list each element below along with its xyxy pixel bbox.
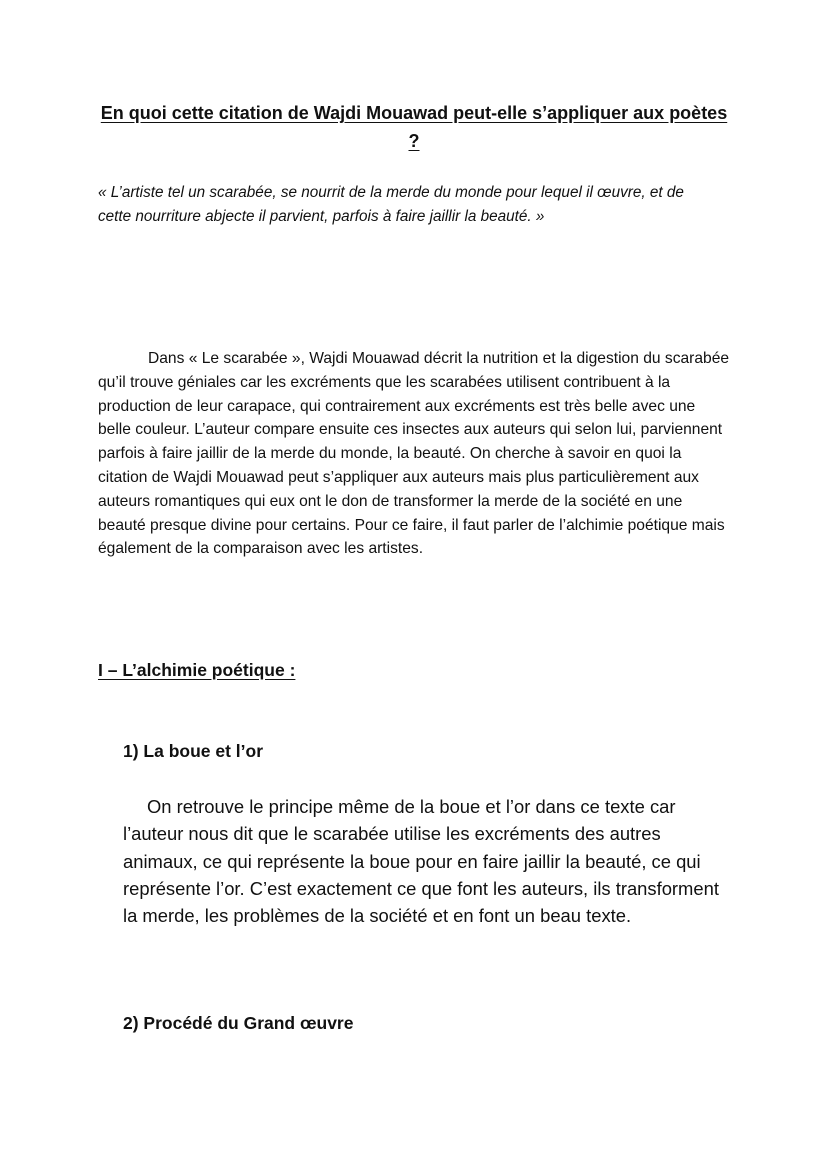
subsection-body-boue-or: On retrouve le principe même de la boue et l’or dans ce texte car l’auteur nous dit que le scarabée utilise les excréments des autres animaux, ce qui représente la boue pour en faire jaillir la beauté, ce qui représente l’or. C’est exactement ce que font les auteurs, ils transforment la merde, les problèmes de la société et en font un beau texte.	[123, 796, 719, 927]
document-title: En quoi cette citation de Wajdi Mouawad peut-elle s’appliquer aux poètes ?	[100, 103, 728, 151]
subsection-heading-grand-oeuvre: 2) Procédé du Grand œuvre	[123, 1013, 354, 1033]
subsection-heading-boue-or: 1) La boue et l’or	[123, 741, 264, 761]
introduction-paragraph: Dans « Le scarabée », Wajdi Mouawad décrit la nutrition et la digestion du scarabée qu’il trouve géniales car les excréments que les scarabées utilisent contribuent à la production de leur carapace, qui contrairement aux excréments est très belle avec une belle couleur. L’auteur compare ensuite ces insectes aux auteurs qui selon lui, parviennent parfois à faire jaillir de la merde du monde, la beauté. On cherche à savoir en quoi la citation de Wajdi Mouawad peut s’appliquer aux auteurs mais plus particulièrement aux auteurs romantiques qui eux ont le don de transformer la merde de la société en une beauté presque divine pour certains. Pour ce faire, il faut parler de l’alchimie poétique mais également de la comparaison avec les artistes.	[98, 350, 730, 558]
epigraph-quote: « L’artiste tel un scarabée, se nourrit de la merde du monde pour lequel il œuvre, et de cette nourriture abjecte il parvient, parfois à faire jaillir la beauté. »	[98, 184, 684, 225]
section-heading-alchimie: I – L’alchimie poétique :	[98, 660, 296, 680]
